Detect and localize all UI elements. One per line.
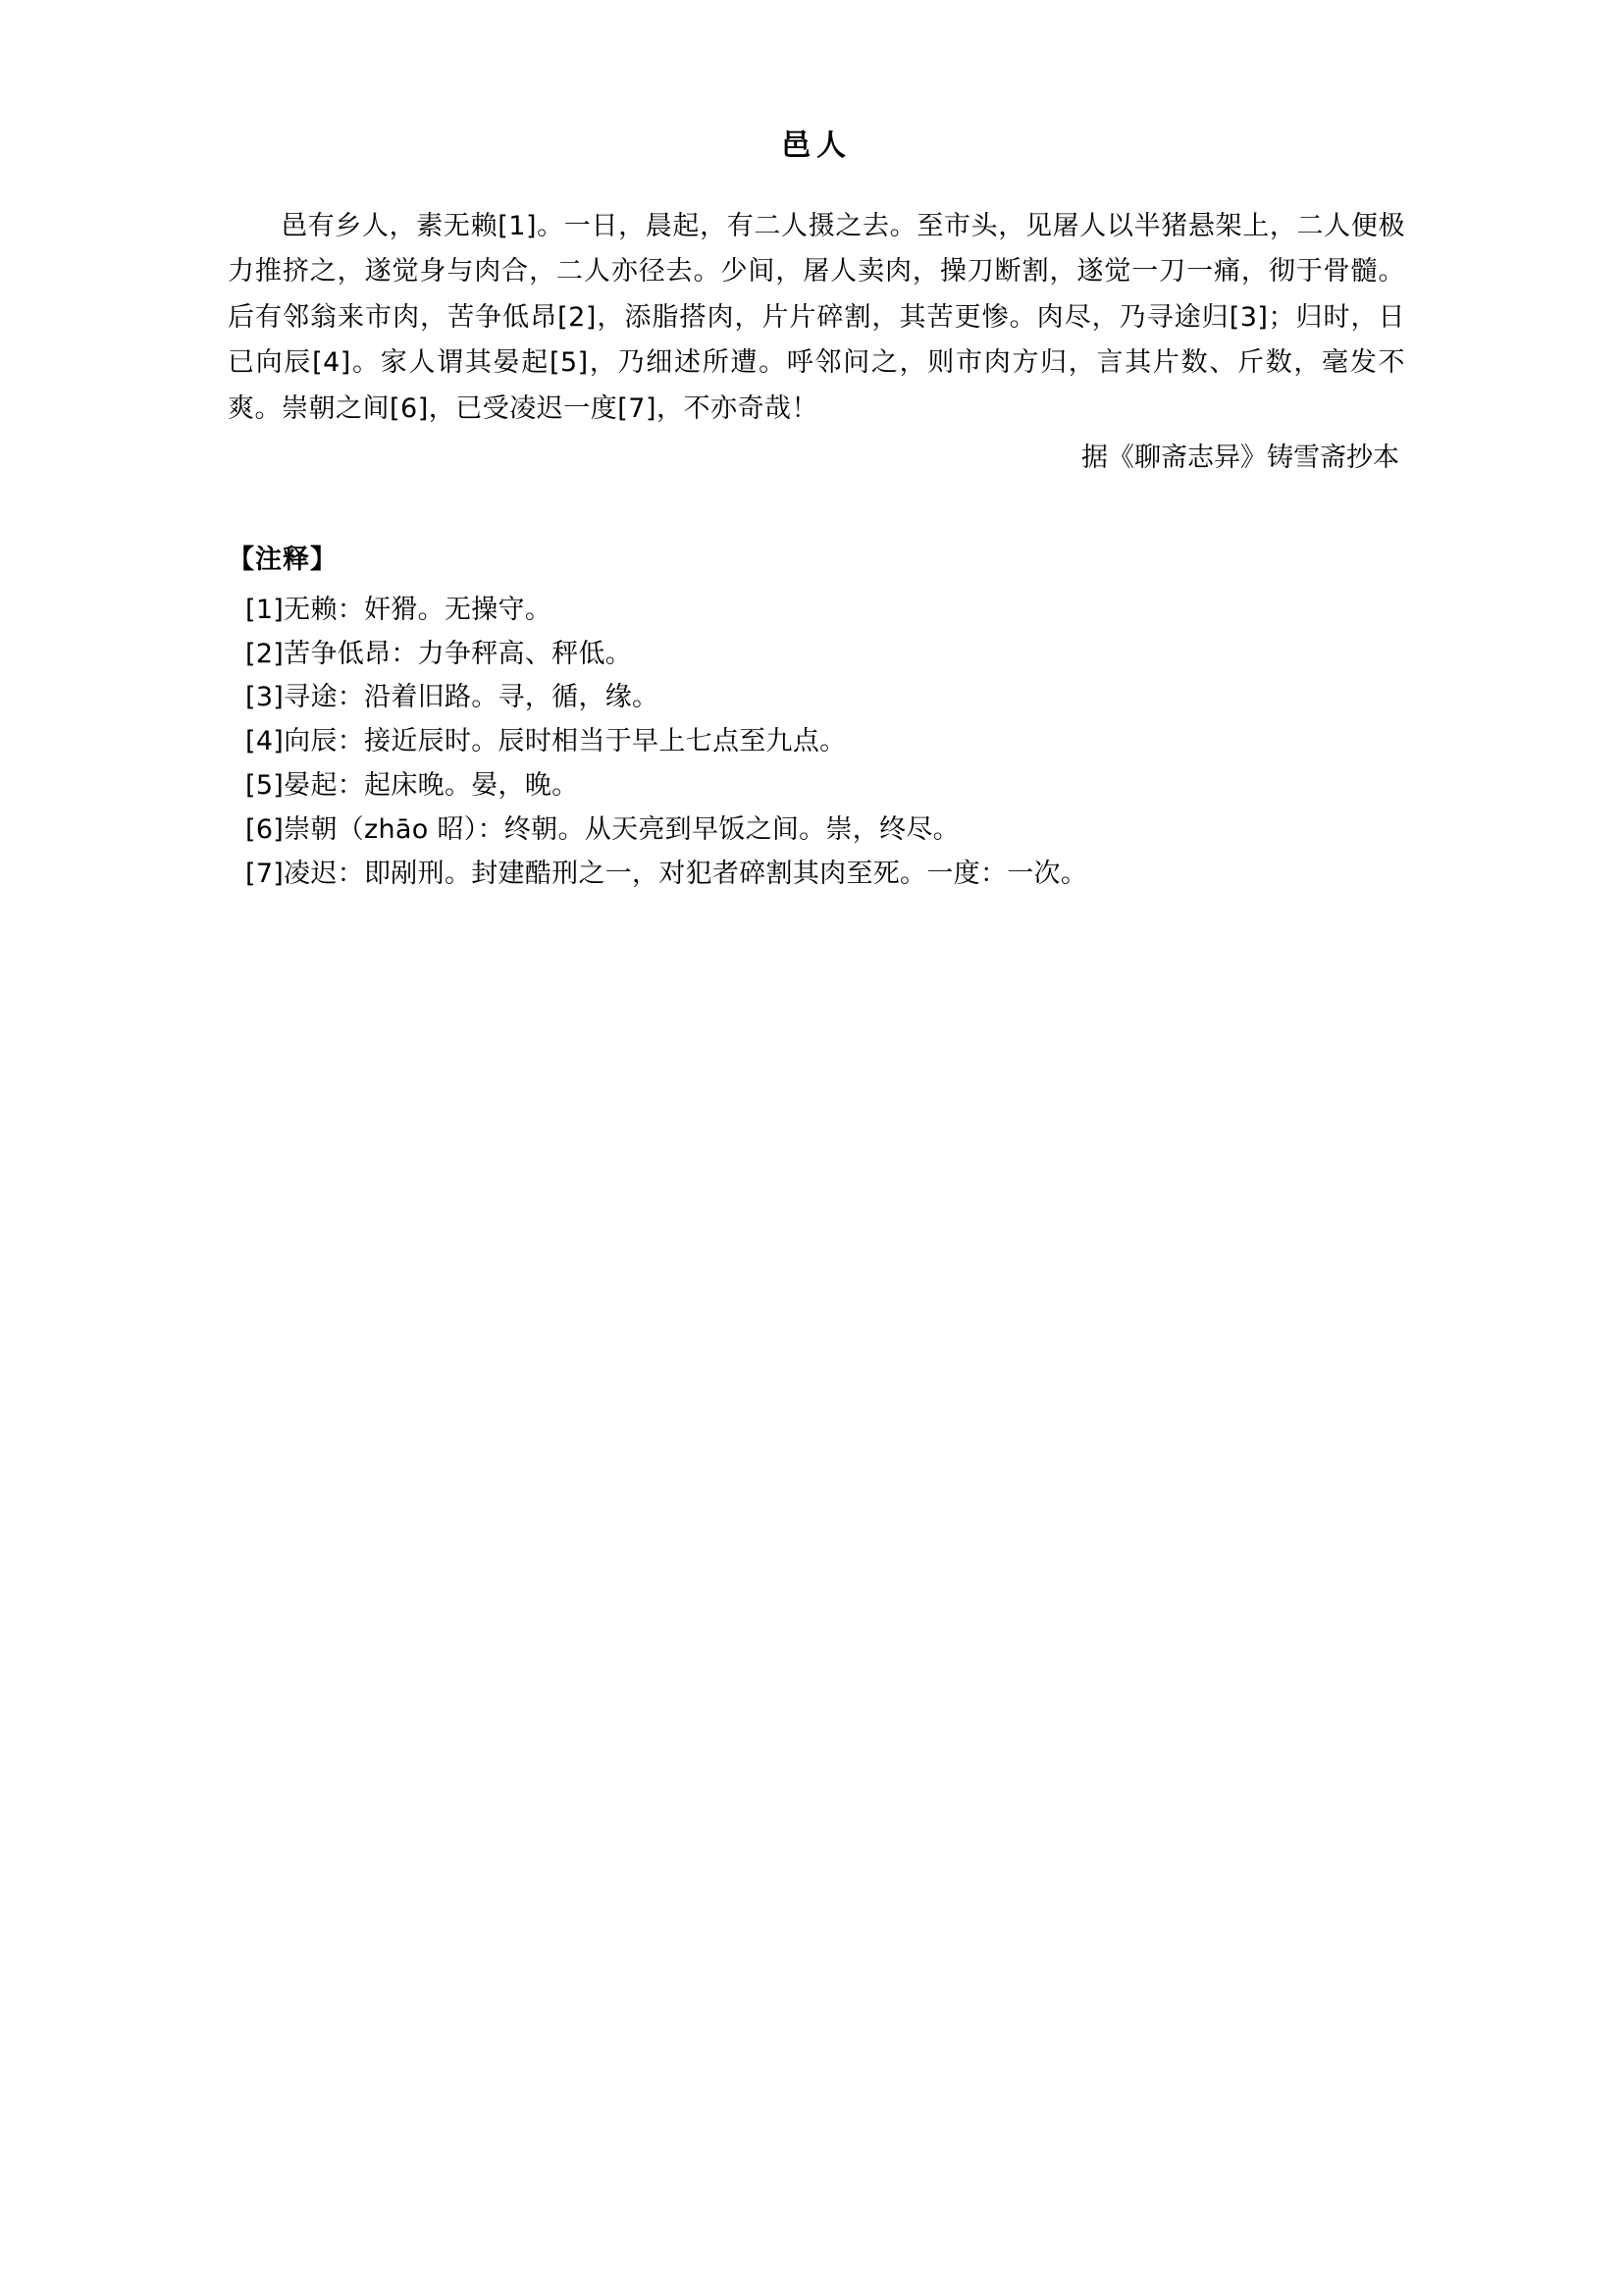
list-item: [2]苦争低昂：力争秤高、秤低。 <box>245 638 633 669</box>
list-item: [1]无赖：奸猾。无操守。 <box>245 594 552 625</box>
list-item: [4]向辰：接近辰时。辰时相当于早上七点至九点。 <box>245 726 847 757</box>
source-attribution: 据《聊斋志异》铸雪斋抄本 <box>1081 443 1399 474</box>
list-item: [3]寻途：沿着旧路。寻，循，缘。 <box>245 682 659 713</box>
list-item: [7]凌迟：即剐刑。封建酷刑之一，对犯者碎割其肉至死。一度：一次。 <box>245 858 1088 889</box>
list-item: [5]晏起：起床晚。晏，晚。 <box>245 770 579 802</box>
page-title: 邑人 <box>781 129 852 163</box>
document-content <box>228 126 1405 897</box>
list-item: [6]崇朝（zhāo 昭）：终朝。从天亮到早饭之间。崇，终尽。 <box>245 813 960 845</box>
notes-heading: 【注释】 <box>228 544 338 575</box>
notes-list <box>228 589 1405 897</box>
body-paragraph: 邑有乡人，素无赖[1]。一日，晨起，有二人摄之去。至市头，见屠人以半猪悬架上，二人便极力推挤之，遂觉身与肉合，二人亦径去。少间，屠人卖肉，操刀断割，遂觉一刀一痛，彻于骨髓。后有邻翁来市肉，苦争低昂[2]，添脂搭肉，片片碎割，其苦更惨。肉尽，乃寻途归[3]；归时，日已向辰[4]。家人谓其晏起[5]，乃细述所遭。呼邻问之，则市肉方归，言其片数、斤数，毫发不爽。崇朝之间[6]，已受凌迟一度[7]，不亦奇哉！ <box>228 211 1405 424</box>
